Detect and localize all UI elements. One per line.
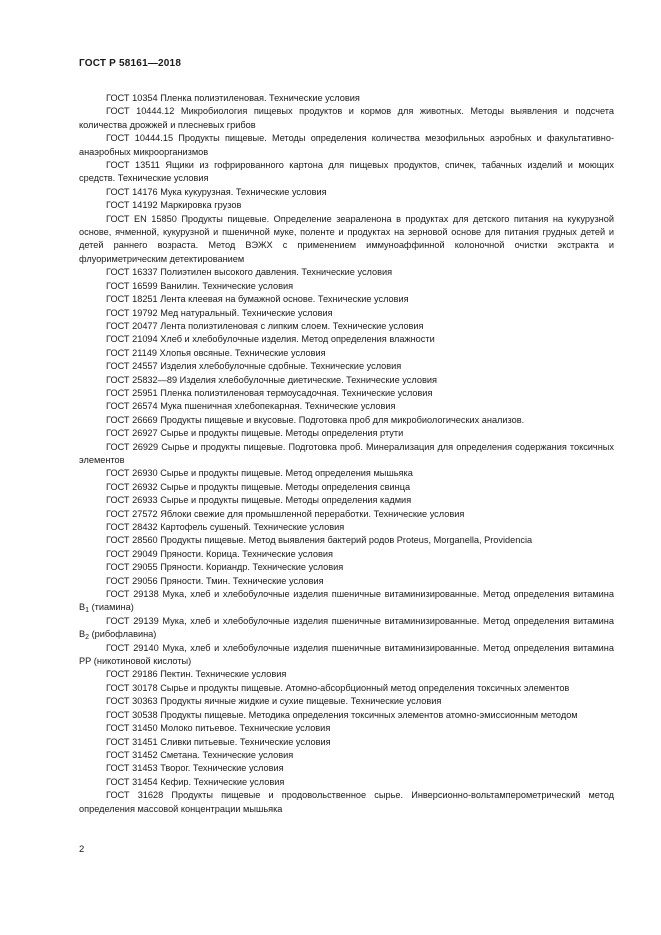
- reference-entry: ГОСТ 13511 Ящики из гофрированного картона для пищевых продуктов, спичек, табачных изделий и моющих средств. Технические условия: [79, 160, 614, 184]
- document-header: ГОСТ Р 58161—2018: [79, 58, 182, 69]
- reference-entry: ГОСТ 26932 Сырье и продукты пищевые. Методы определения свинца: [106, 481, 411, 492]
- reference-entry: ГОСТ 31453 Творог. Технические условия: [106, 763, 284, 774]
- reference-entry: ГОСТ 26669 Продукты пищевые и вкусовые. Подготовка проб для микробиологических анализов.: [106, 414, 525, 425]
- reference-entry: ГОСТ 16599 Ванилин. Технические условия: [106, 280, 294, 291]
- reference-entry: ГОСТ 28560 Продукты пищевые. Метод выявления бактерий родов Proteus, Morganella, Providencia: [106, 535, 533, 546]
- entry-tail: (рибофлавина): [89, 629, 157, 640]
- reference-entry: ГОСТ 19792 Мед натуральный. Технические условия: [106, 307, 333, 318]
- reference-entry: ГОСТ 10354 Пленка полиэтиленовая. Технические условия: [106, 93, 360, 103]
- reference-entry: [79, 588, 614, 615]
- reference-entry: ГОСТ 10444.15 Продукты пищевые. Методы определения количества мезофильных аэробных и факультативно-анаэробных микроорганизмов: [79, 133, 614, 157]
- reference-entry: ГОСТ 30363 Продукты яичные жидкие и сухие пищевые. Технические условия: [106, 696, 442, 707]
- reference-entry: ГОСТ EN 15850 Продукты пищевые. Определение зеараленона в продуктах для детского питания на кукурузной основе, ячменной, кукурузной и пшеничной муке, поленте и продуктах на зерновой основе для питания грудных детей и детей раннего возраста. Метод ВЭЖХ с применением иммуноаффинной колоночной очистки экстракта и флуориметрическим детектированием: [79, 213, 614, 264]
- reference-entry: ГОСТ 31450 Молоко питьевое. Технические условия: [106, 723, 331, 734]
- vitamin-subscript: 2: [85, 634, 90, 642]
- reference-entry: ГОСТ 25951 Пленка полиэтиленовая термоусадочная. Технические условия: [106, 387, 433, 398]
- reference-entry: ГОСТ 31454 Кефир. Технические условия: [106, 776, 285, 787]
- reference-entry: ГОСТ 29056 Пряности. Тмин. Технические условия: [106, 575, 324, 586]
- reference-entry: ГОСТ 31628 Продукты пищевые и продовольственное сырье. Инверсионно-вольтамперометрический метод определения массовой концентрации мышьяка: [79, 790, 614, 814]
- reference-entry: ГОСТ 29055 Пряности. Кориандр. Технические условия: [106, 562, 344, 573]
- reference-entry: ГОСТ 24557 Изделия хлебобулочные сдобные. Технические условия: [106, 361, 402, 372]
- page-number: 2: [79, 844, 85, 855]
- reference-entry: ГОСТ 30178 Сырье и продукты пищевые. Атомно-абсорбционный метод определения токсичных элементов: [106, 682, 570, 693]
- entry-text: ГОСТ 29138 Мука, хлеб и хлебобулочные изделия пшеничные витаминизированные. Метод определения витамина В: [79, 589, 614, 613]
- reference-entry: ГОСТ 21149 Хлопья овсяные. Технические условия: [106, 347, 326, 358]
- reference-entry: ГОСТ 31452 Сметана. Технические условия: [106, 749, 294, 760]
- reference-entry: ГОСТ 29049 Пряности. Корица. Технические условия: [106, 548, 333, 559]
- reference-entry: ГОСТ 27572 Яблоки свежие для промышленной переработки. Технические условия: [106, 508, 465, 519]
- reference-entry: ГОСТ 18251 Лента клеевая на бумажной основе. Технические условия: [106, 294, 409, 305]
- reference-entry: ГОСТ 30538 Продукты пищевые. Методика определения токсичных элементов атомно-эмиссионным методом: [106, 709, 578, 720]
- reference-entry: ГОСТ 31451 Сливки питьевые. Технические условия: [106, 736, 331, 747]
- reference-entry: ГОСТ 26933 Сырье и продукты пищевые. Методы определения кадмия: [106, 495, 412, 506]
- reference-entry: ГОСТ 26930 Сырье и продукты пищевые. Метод определения мышьяка: [106, 468, 413, 479]
- reference-entry: ГОСТ 25832—89 Изделия хлебобулочные диетические. Технические условия: [106, 374, 437, 385]
- vitamin-subscript: 1: [85, 607, 90, 615]
- reference-entry: ГОСТ 26927 Сырье и продукты пищевые. Методы определения ртути: [106, 428, 404, 439]
- reference-entry: ГОСТ 29186 Пектин. Технические условия: [106, 669, 287, 680]
- reference-entry: ГОСТ 10444.12 Микробиология пищевых продуктов и кормов для животных. Методы выявления и подсчета количества дрожжей и плесневых грибов: [79, 106, 614, 130]
- reference-entry: ГОСТ 26574 Мука пшеничная хлебопекарная. Технические условия: [106, 401, 396, 412]
- reference-list: [79, 92, 614, 816]
- reference-entry: ГОСТ 16337 Полиэтилен высокого давления. Технические условия: [106, 267, 393, 278]
- reference-entry: ГОСТ 29140 Мука, хлеб и хлебобулочные изделия пшеничные витаминизированные. Метод определения витамина РР (никотиновой кислоты): [79, 642, 614, 667]
- reference-entry: ГОСТ 20477 Лента полиэтиленовая с липким слоем. Технические условия: [106, 320, 424, 331]
- entry-tail: (тиамина): [89, 602, 134, 613]
- reference-entry: [79, 615, 614, 642]
- reference-entry: ГОСТ 26929 Сырье и продукты пищевые. Подготовка проб. Минерализация для определения содержания токсичных элементов: [79, 441, 614, 465]
- reference-entry: ГОСТ 28432 Картофель сушеный. Технические условия: [106, 522, 345, 532]
- reference-entry: ГОСТ 21094 Хлеб и хлебобулочные изделия. Метод определения влажности: [106, 334, 435, 345]
- reference-entry: ГОСТ 14176 Мука кукурузная. Технические условия: [106, 186, 327, 197]
- reference-entry: ГОСТ 14192 Маркировка грузов: [106, 200, 242, 211]
- entry-text: ГОСТ 29139 Мука, хлеб и хлебобулочные изделия пшеничные витаминизированные. Метод определения витамина В: [79, 615, 614, 640]
